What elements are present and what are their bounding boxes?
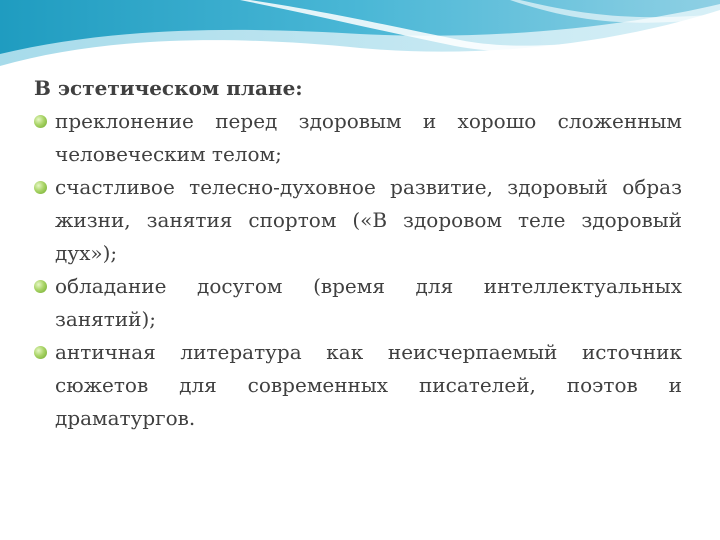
bullet-icon bbox=[34, 115, 47, 128]
list-item-text: преклонение перед здоровым и хорошо сложенным человеческим телом; bbox=[55, 109, 682, 166]
bullet-icon bbox=[34, 280, 47, 293]
list-item-text: античная литература как неисчерпаемый источник сюжетов для современных писателей, поэтов и драматургов. bbox=[55, 340, 682, 430]
slide-heading: В эстетическом плане: bbox=[34, 76, 303, 100]
header-wave-decoration bbox=[0, 0, 720, 70]
list-item bbox=[34, 171, 682, 270]
bullet-list bbox=[34, 105, 682, 435]
list-item bbox=[34, 336, 682, 435]
bullet-icon bbox=[34, 346, 47, 359]
list-item bbox=[34, 270, 682, 336]
list-item bbox=[34, 105, 682, 171]
bullet-icon bbox=[34, 181, 47, 194]
list-item-text: счастливое телесно-духовное развитие, здоровый образ жизни, занятия спортом («В здоровом теле здоровый дух»); bbox=[55, 175, 682, 265]
list-item-text: обладание досугом (время для интеллектуальных занятий); bbox=[55, 274, 682, 331]
slide-content bbox=[34, 72, 682, 435]
